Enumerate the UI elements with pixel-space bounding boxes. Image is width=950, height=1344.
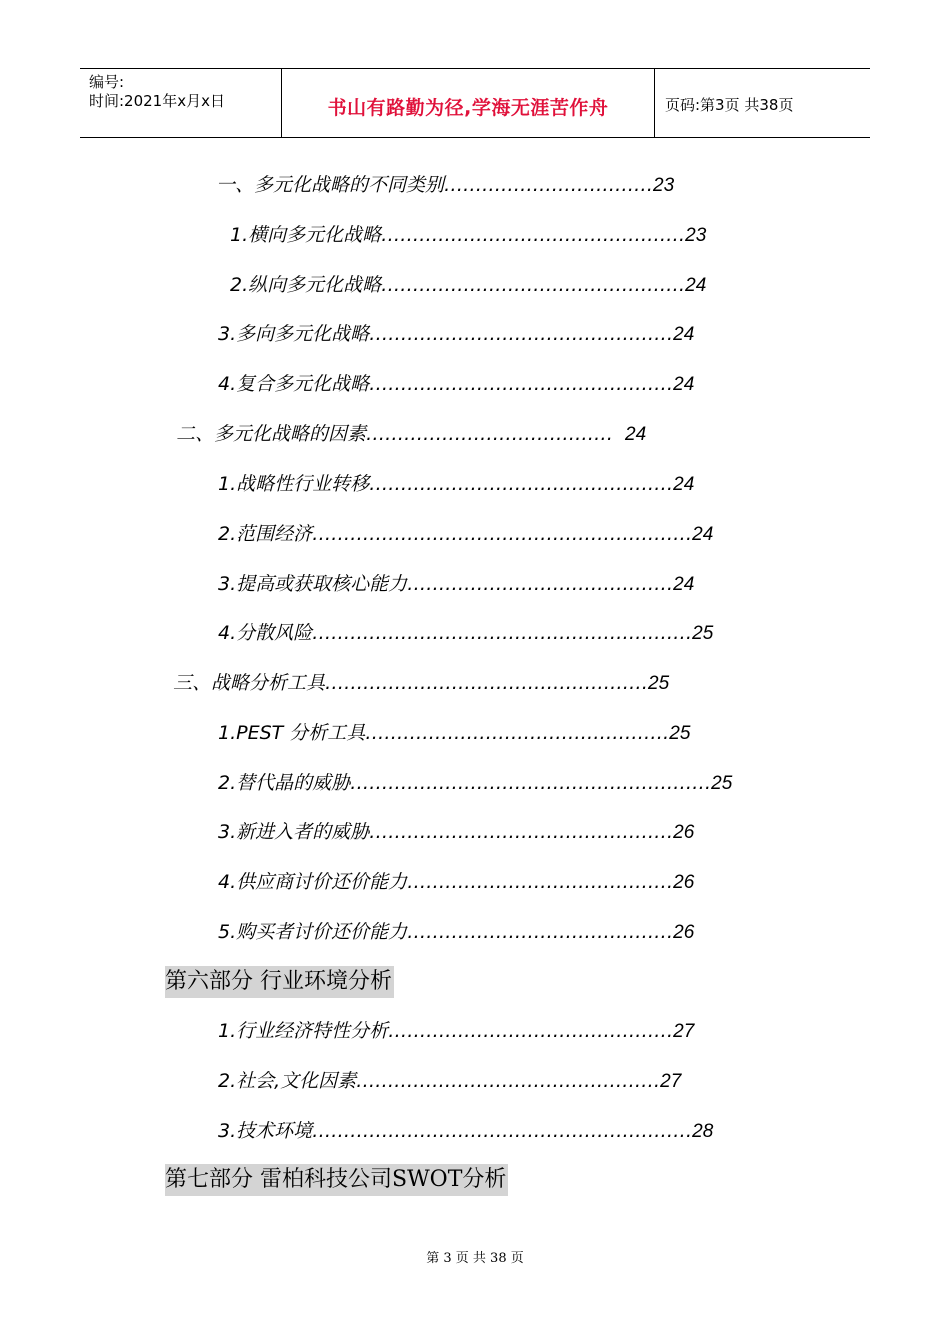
time-label: 时间:2021年x月x日 (89, 92, 225, 110)
toc-page: 27 (660, 1071, 682, 1092)
toc-leader: ………………………………… (366, 423, 614, 445)
toc-title: 3.多向多元化战略 (218, 323, 370, 345)
toc-entry (218, 372, 694, 397)
toc-page: 28 (692, 1121, 714, 1142)
toc-entry (218, 771, 732, 796)
toc-page: 26 (673, 822, 695, 843)
toc-leader: ………………………………………… (365, 722, 670, 744)
toc-title: 3.技术环境 (218, 1120, 313, 1142)
toc-leader: …………………………………… (407, 573, 674, 595)
toc-title: 2.范围经济 (218, 523, 313, 545)
toc-leader: …………………………………………………… (312, 1120, 693, 1142)
toc-page: 23 (685, 225, 707, 246)
toc-entry (230, 273, 706, 298)
toc-entry (173, 671, 669, 696)
toc-title: 1.行业经济特性分析 (218, 1020, 389, 1042)
toc-page: 24 (673, 324, 695, 345)
toc-page: 25 (669, 723, 691, 744)
toc-page: 24 (673, 574, 695, 595)
toc-entry (230, 223, 706, 248)
toc-page: 24 (685, 275, 707, 296)
part-heading-6: 第六部分 行业环境分析 (165, 966, 394, 998)
page-footer: 第 3 页 共 38 页 (426, 1251, 524, 1266)
toc-page: 26 (673, 872, 695, 893)
toc-leader: ………………………………………… (369, 323, 674, 345)
toc-entry (216, 173, 674, 198)
toc-leader: …………………………………………… (325, 672, 649, 694)
toc-title: 1.横向多元化战略 (230, 224, 382, 246)
page-header-table (80, 68, 870, 138)
toc-title: 1.PEST 分析工具 (218, 722, 366, 744)
toc-title: 2.社会,文化因素 (218, 1070, 357, 1092)
toc-page: 24 (692, 524, 714, 545)
toc-entry (218, 621, 713, 646)
toc-leader: …………………………………………………… (312, 622, 693, 644)
toc-title: 二、多元化战略的因素 (176, 423, 367, 445)
header-motto: 书山有路勤为径,学海无涯苦作舟 (327, 97, 609, 119)
toc-title: 3.新进入者的威胁 (218, 821, 370, 843)
toc-title: 一、多元化战略的不同类别 (216, 174, 445, 196)
toc-leader: ………………………………………… (369, 821, 674, 843)
toc-leader: ………………………………………… (381, 274, 686, 296)
toc-page: 24 (673, 474, 695, 495)
toc-title: 5.购买者讨价还价能力 (218, 921, 408, 943)
toc-title: 2.替代晶的威胁 (218, 772, 351, 794)
toc-entry (176, 422, 646, 447)
toc-page: 26 (673, 922, 695, 943)
part-heading-7: 第七部分 雷柏科技公司SWOT分析 (165, 1164, 508, 1196)
toc-page: 23 (653, 175, 675, 196)
toc-leader: ………………………………………… (381, 224, 686, 246)
header-right-cell (655, 69, 870, 137)
toc-leader: ………………………………………… (369, 473, 674, 495)
header-page-info: 页码:第3页 共38页 (665, 96, 794, 114)
toc-entry (218, 1119, 713, 1144)
toc-title: 三、战略分析工具 (173, 672, 326, 694)
toc-title: 1.战略性行业转移 (218, 473, 370, 495)
toc-entry (218, 920, 694, 945)
toc-title: 2.纵向多元化战略 (230, 274, 382, 296)
header-center-cell (282, 69, 655, 137)
toc-title: 4.分散风险 (218, 622, 313, 644)
toc-entry (218, 322, 694, 347)
toc-entry (218, 1019, 694, 1044)
toc-leader: ……………………………………… (388, 1020, 674, 1042)
toc-page: 27 (673, 1021, 695, 1042)
toc-entry (218, 820, 694, 845)
toc-entry (218, 472, 694, 497)
toc-leader: …………………………… (444, 174, 654, 196)
toc-title: 4.供应商讨价还价能力 (218, 871, 408, 893)
toc-entry (218, 1069, 681, 1094)
toc-entry (218, 870, 694, 895)
number-label: 编号: (89, 73, 125, 91)
toc-entry (218, 721, 690, 746)
toc-leader: …………………………………… (407, 921, 674, 943)
header-left-cell (80, 69, 282, 137)
toc-leader: …………………………………… (407, 871, 674, 893)
toc-page: 24 (673, 374, 695, 395)
toc-entry (218, 572, 694, 597)
toc-page: 25 (711, 773, 733, 794)
toc-page: 24 (625, 424, 647, 445)
toc-entry (218, 522, 713, 547)
toc-leader: ………………………………………… (369, 373, 674, 395)
toc-title: 4.复合多元化战略 (218, 373, 370, 395)
toc-leader: ………………………………………… (356, 1070, 661, 1092)
toc-page: 25 (692, 623, 714, 644)
toc-page: 25 (648, 673, 670, 694)
toc-leader: ………………………………………………… (350, 772, 712, 794)
toc-title: 3.提高或获取核心能力 (218, 573, 408, 595)
toc-leader: …………………………………………………… (312, 523, 693, 545)
